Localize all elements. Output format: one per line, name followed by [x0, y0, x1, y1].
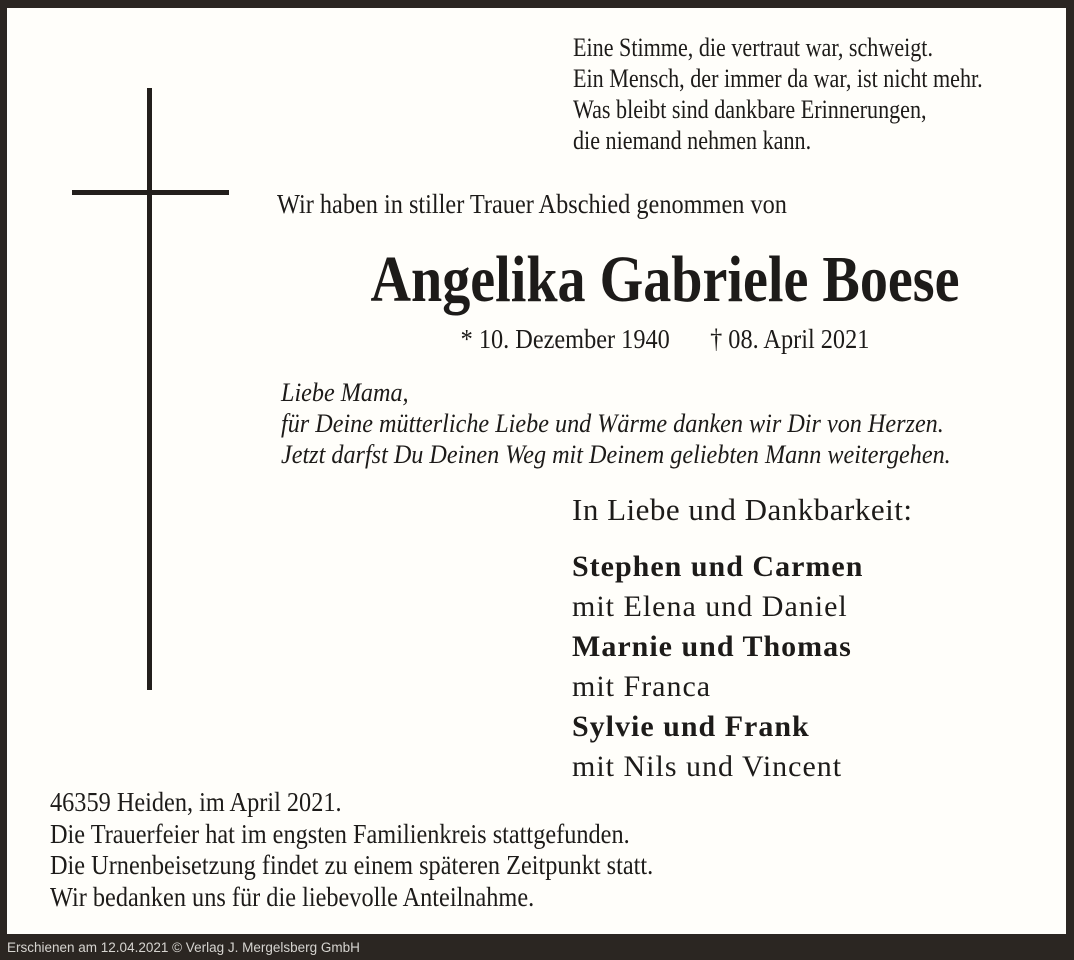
cross-horizontal-line [72, 190, 229, 195]
footer-line: 46359 Heiden, im April 2021. [50, 787, 342, 817]
death-date: † 08. April 2021 [710, 324, 870, 354]
deceased-name: Angelika Gabriele Boese [370, 243, 960, 316]
epigraph-line: Ein Mensch, der immer da war, ist nicht mehr. [573, 64, 983, 93]
mourner-line: Stephen und Carmen [572, 550, 864, 583]
cross-vertical-line [147, 88, 152, 690]
border-top [0, 0, 1074, 8]
birth-date: * 10. Dezember 1940 [460, 324, 670, 354]
life-dates [311, 324, 1018, 355]
mourner-line: Marnie und Thomas [572, 630, 852, 663]
mourner-line: mit Franca [572, 670, 712, 703]
epigraph [573, 32, 983, 156]
closing-line: In Liebe und Dankbarkeit: [572, 492, 913, 527]
dedication-line: für Deine mütterliche Liebe und Wärme danken wir Dir von Herzen. [281, 409, 944, 438]
mourners-list [572, 547, 863, 787]
border-right [1066, 0, 1074, 960]
publisher-line: Erschienen am 12.04.2021 © Verlag J. Mergelsberg GmbH [7, 939, 360, 955]
dedication-line: Jetzt darfst Du Deinen Weg mit Deinem geliebten Mann weitergehen. [281, 440, 951, 469]
mourner-line: Sylvie und Frank [572, 710, 810, 743]
mourner-line: mit Nils und Vincent [572, 750, 843, 783]
footer-notes [50, 787, 653, 913]
epigraph-line: die niemand nehmen kann. [573, 126, 812, 155]
mourner-line: mit Elena und Daniel [572, 590, 848, 623]
dedication [281, 377, 951, 470]
intro-line: Wir haben in stiller Trauer Abschied genommen von [277, 189, 787, 219]
border-left [0, 0, 7, 960]
epigraph-line: Was bleibt sind dankbare Erinnerungen, [573, 95, 927, 124]
epigraph-line: Eine Stimme, die vertraut war, schweigt. [573, 33, 933, 62]
footer-line: Die Trauerfeier hat im engsten Familienkreis stattgefunden. [50, 818, 630, 849]
publisher-bar [0, 934, 1074, 960]
dedication-line: Liebe Mama, [281, 378, 409, 407]
footer-line: Wir bedanken uns für die liebevolle Anteilnahme. [50, 881, 535, 912]
footer-line: Die Urnenbeisetzung findet zu einem späteren Zeitpunkt statt. [50, 850, 654, 880]
